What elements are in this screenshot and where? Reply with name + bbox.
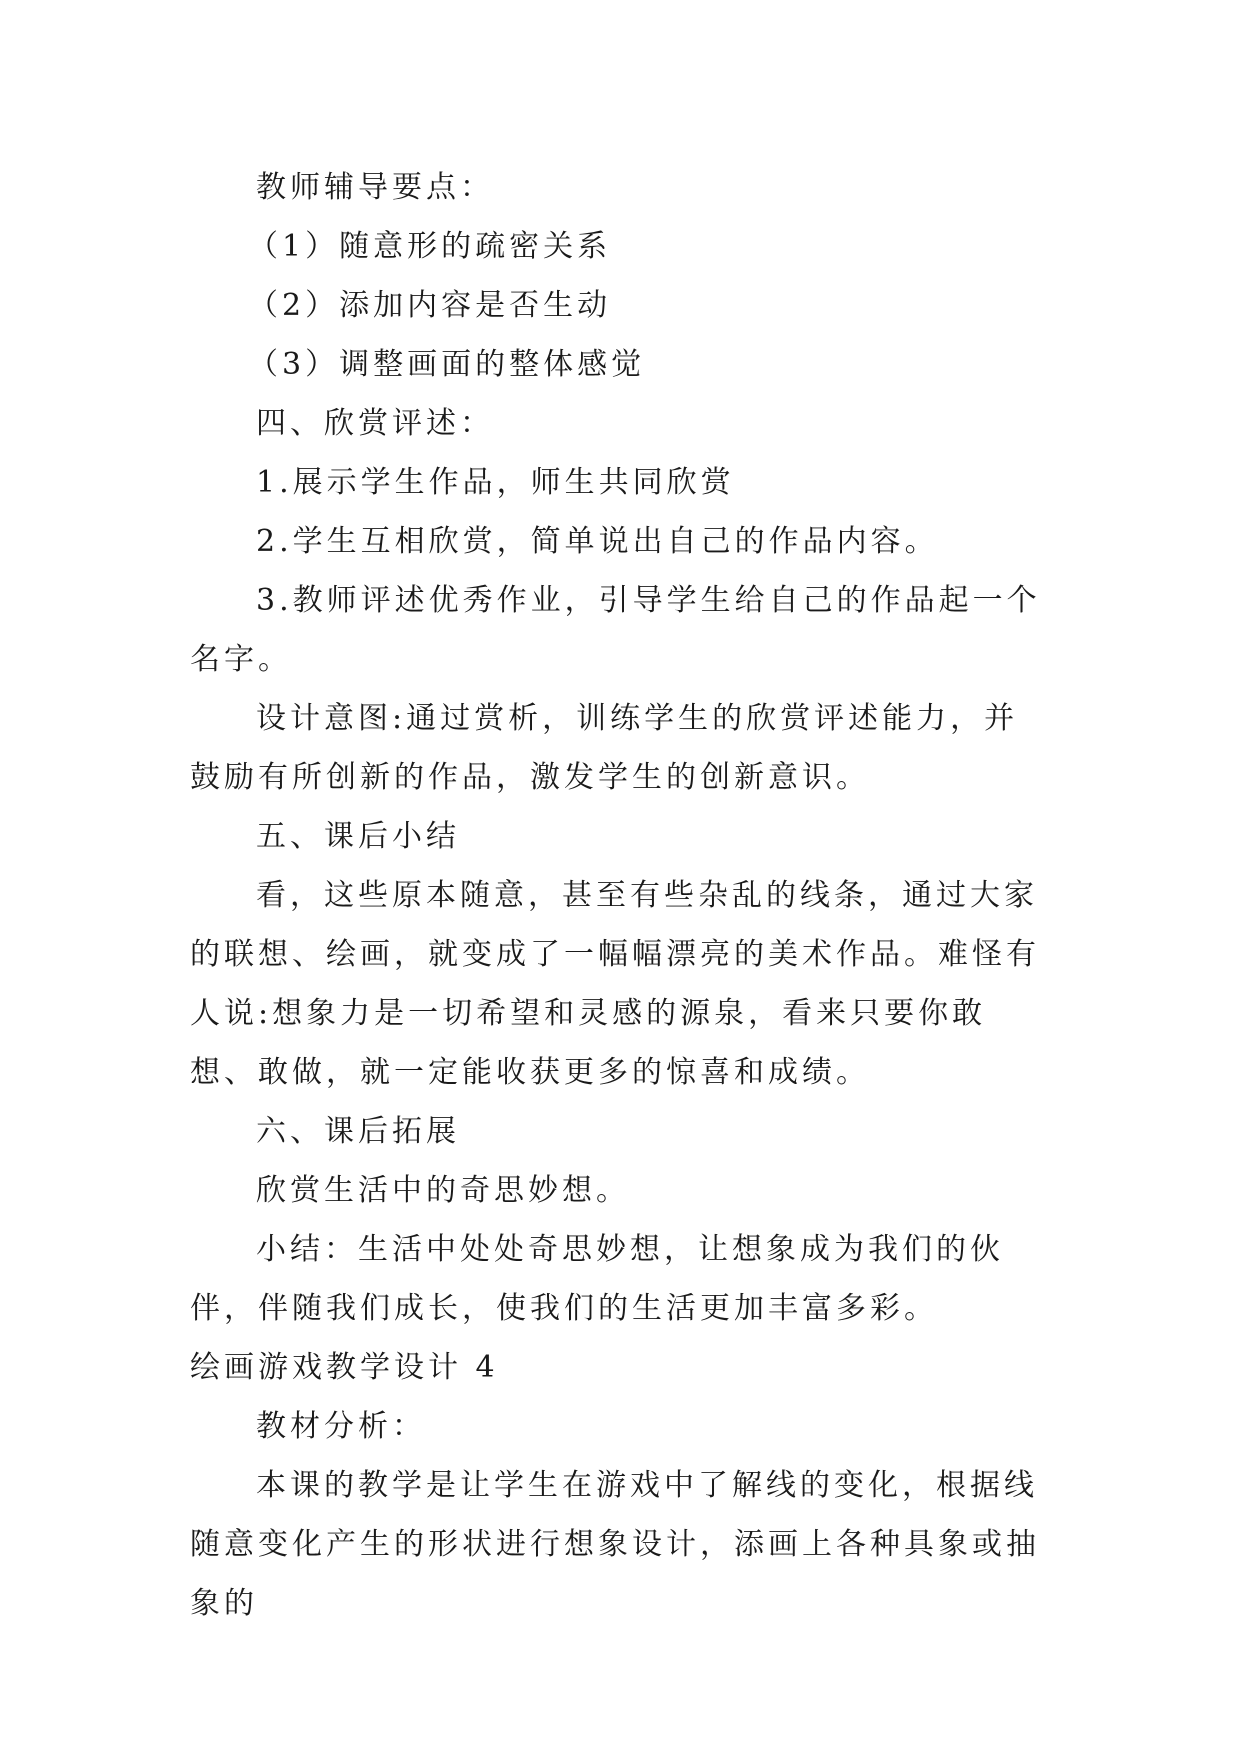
- paragraph-point-1: （1）随意形的疏密关系: [248, 229, 612, 264]
- paragraph-point-3: （3）调整画面的整体感觉: [248, 347, 646, 382]
- paragraph-design-intent: 设计意图:通过赏析，训练学生的欣赏评述能力，并鼓励有所创新的作品，激发学生的创新意识。: [190, 701, 1019, 795]
- paragraph-item-3: 3.教师评述优秀作业，引导学生给自己的作品起一个名字。: [190, 583, 1041, 677]
- section-heading-summary: 五、课后小结: [256, 819, 460, 854]
- paragraph-tutoring-points-heading: 教师辅导要点：: [256, 170, 494, 205]
- paragraph-conclusion: 小结：生活中处处奇思妙想，让想象成为我们的伙伴，伴随我们成长，使我们的生活更加丰富多彩。: [190, 1232, 1004, 1326]
- paragraph-item-1: 1.展示学生作品，师生共同欣赏: [256, 465, 735, 500]
- section-heading-extension: 六、课后拓展: [256, 1114, 460, 1149]
- paragraph-summary: 看，这些原本随意，甚至有些杂乱的线条，通过大家的联想、绘画，就变成了一幅幅漂亮的美术作品。难怪有人说:想象力是一切希望和灵感的源泉，看来只要你敢想、敢做，就一定能收获更多的惊喜和成绩。: [190, 878, 1040, 1090]
- paragraph-point-2: （2）添加内容是否生动: [248, 288, 612, 323]
- paragraph-item-2: 2.学生互相欣赏，简单说出自己的作品内容。: [256, 524, 939, 559]
- document-body: [190, 158, 1050, 1633]
- paragraph-material-analysis: 本课的教学是让学生在游戏中了解线的变化，根据线随意变化产生的形状进行想象设计，添画上各种具象或抽象的: [190, 1468, 1040, 1621]
- section-heading-material-analysis: 教材分析：: [256, 1409, 426, 1444]
- paragraph-extension: 欣赏生活中的奇思妙想。: [256, 1173, 630, 1208]
- document-section-title: 绘画游戏教学设计 4: [190, 1350, 499, 1385]
- section-heading-appreciation: 四、欣赏评述：: [256, 406, 494, 441]
